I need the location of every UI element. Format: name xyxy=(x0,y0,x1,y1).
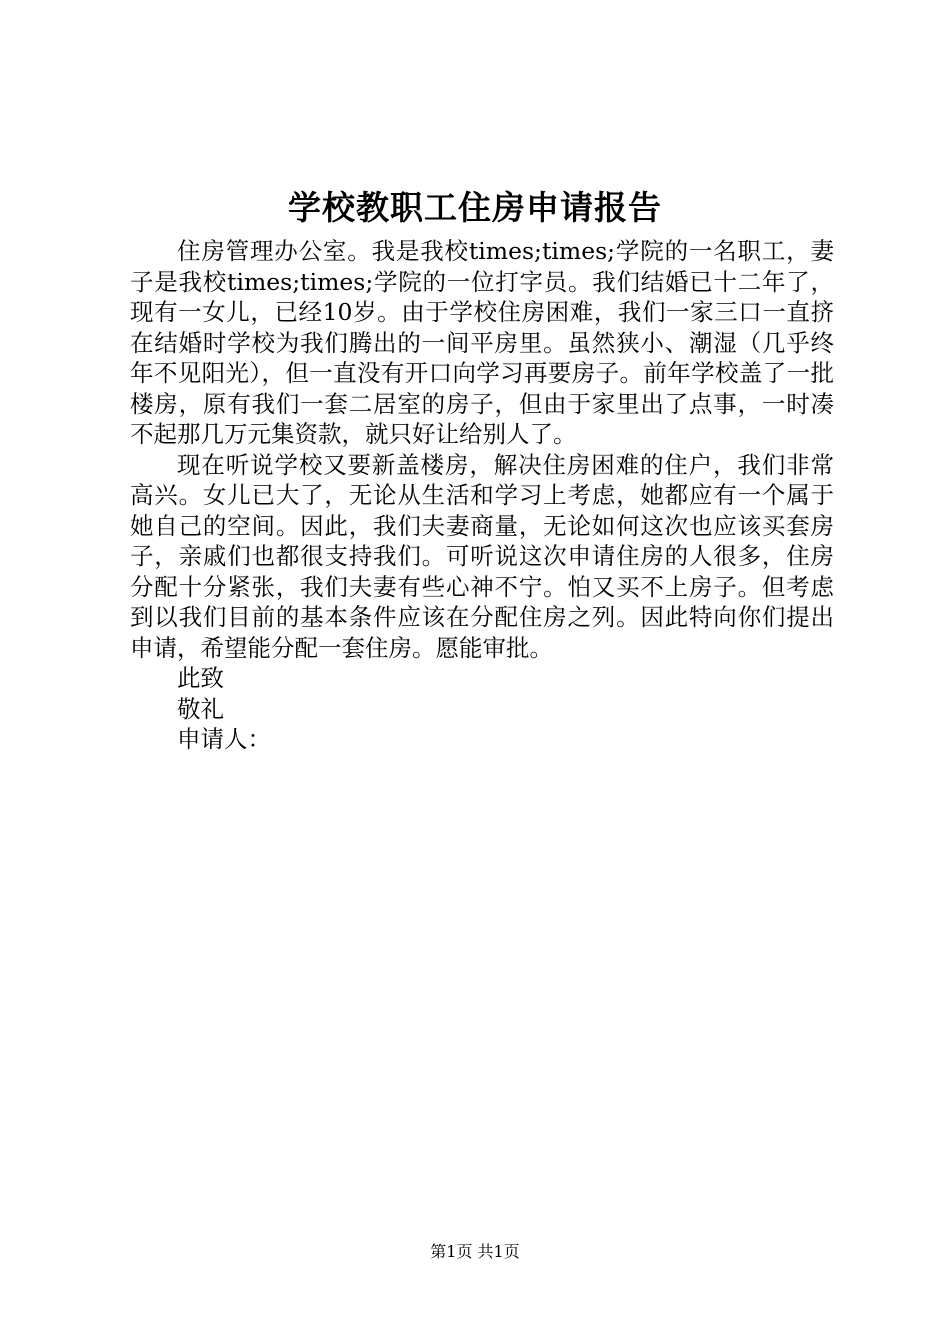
closing-salutation: 此致 xyxy=(177,664,224,692)
document-title: 学校教职工住房申请报告 xyxy=(288,188,662,227)
paragraph-2: 现在听说学校又要新盖楼房，解决住房困难的住户，我们非常高兴。女儿已大了，无论从生活和学习上考虑，她都应有一个属于她自己的空间。因此，我们夫妻商量，无论如何这次也应该买套房子，亲戚们也都很支持我们。可听说这次申请住房的人很多，住房分配十分紧张，我们夫妻有些心神不宁。怕又买不上房子。但考虑到以我们目前的基本条件应该在分配住房之列。因此特向你们提出申请，希望能分配一套住房。愿能审批。 xyxy=(130,450,834,662)
paragraph-1: 住房管理办公室。我是我校times;times;学院的一名职工，妻子是我校times;times;学院的一位打字员。我们结婚已十二年了，现有一女儿，已经10岁。由于学校住房困难，我们一家三口一直挤在结婚时学校为我们腾出的一间平房里。虽然狭小、潮湿（几乎终年不见阳光），但一直没有开口向学习再要房子。前年学校盖了一批楼房，原有我们一套二居室的房子，但由于家里出了点事，一时凑不起那几万元集资款，就只好让给别人了。 xyxy=(130,237,834,448)
page-footer: 第1页 共1页 xyxy=(430,1242,520,1261)
document-body xyxy=(130,236,834,755)
applicant-signature-label: 申请人： xyxy=(177,725,271,753)
closing-regards: 敬礼 xyxy=(177,694,224,723)
